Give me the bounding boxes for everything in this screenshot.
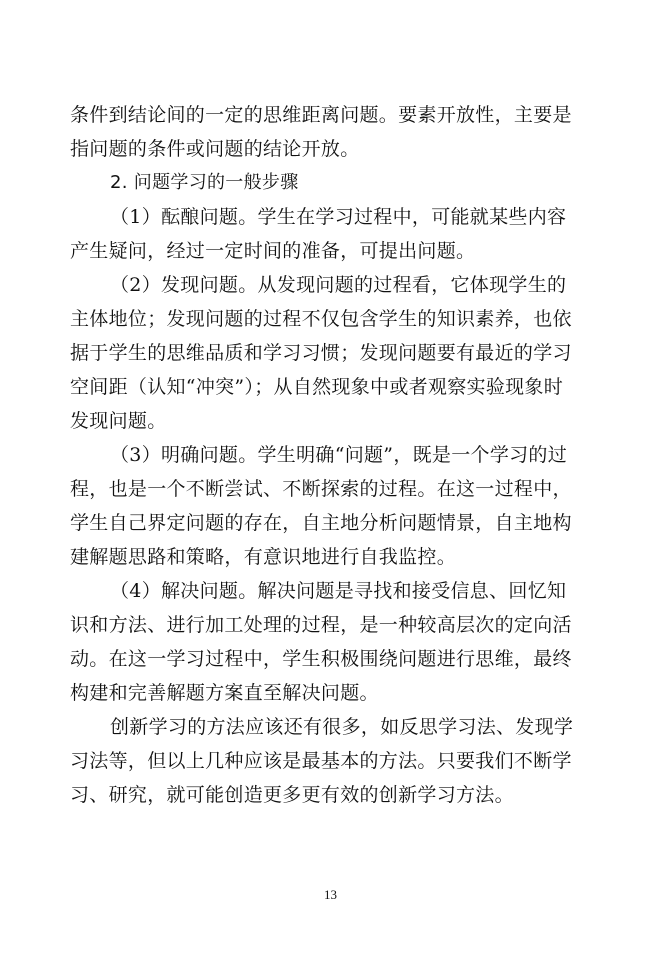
paragraph-line: 条件到结论间的一定的思维距离问题。要素开放性，主要是 [70, 104, 572, 126]
paragraph-line: 创新学习的方法应该还有很多，如反思学习法、发现学 [110, 716, 574, 738]
section-heading: 2. 问题学习的一般步骤 [110, 172, 299, 193]
paragraph-line: （2）发现问题。从发现问题的过程看，它体现学生的 [110, 274, 567, 296]
paragraph-line: 空间距（认知“冲突”）；从自然现象中或者观察实验现象时 [70, 376, 564, 398]
paragraph-line: 习法等，但以上几种应该是最基本的方法。只要我们不断学 [70, 750, 572, 772]
paragraph-line: 据于学生的思维品质和学习习惯；发现问题要有最近的学习 [70, 342, 572, 364]
paragraph-line: 建解题思路和策略，有意识地进行自我监控。 [70, 546, 457, 568]
paragraph-line: 指问题的条件或问题的结论开放。 [70, 138, 360, 160]
paragraph-line: 构建和完善解题方案直至解决问题。 [70, 682, 379, 704]
paragraph-line: 程，也是一个不断尝试、不断探索的过程。在这一过程中， [70, 478, 572, 500]
paragraph-line: 主体地位；发现问题的过程不仅包含学生的知识素养，也依 [70, 308, 572, 330]
paragraph-line: （4）解决问题。解决问题是寻找和接受信息、回忆知 [110, 580, 567, 602]
paragraph-line: 习、研究，就可能创造更多更有效的创新学习方法。 [70, 784, 514, 806]
page-number: 13 [324, 887, 337, 902]
paragraph-line: （1）酝酿问题。学生在学习过程中，可能就某些内容 [110, 206, 567, 228]
paragraph-line: 发现问题。 [70, 410, 167, 432]
paragraph-line: （3）明确问题。学生明确“问题”，既是一个学习的过 [110, 444, 568, 466]
page-body [70, 98, 592, 812]
paragraph-line: 识和方法、进行加工处理的过程，是一种较高层次的定向活 [70, 614, 572, 636]
paragraph-line: 动。在这一学习过程中，学生积极围绕问题进行思维，最终 [70, 648, 572, 670]
paragraph-line: 产生疑问，经过一定时间的准备，可提出问题。 [70, 240, 476, 262]
paragraph-line: 学生自己界定问题的存在，自主地分析问题情景，自主地构 [70, 512, 572, 534]
